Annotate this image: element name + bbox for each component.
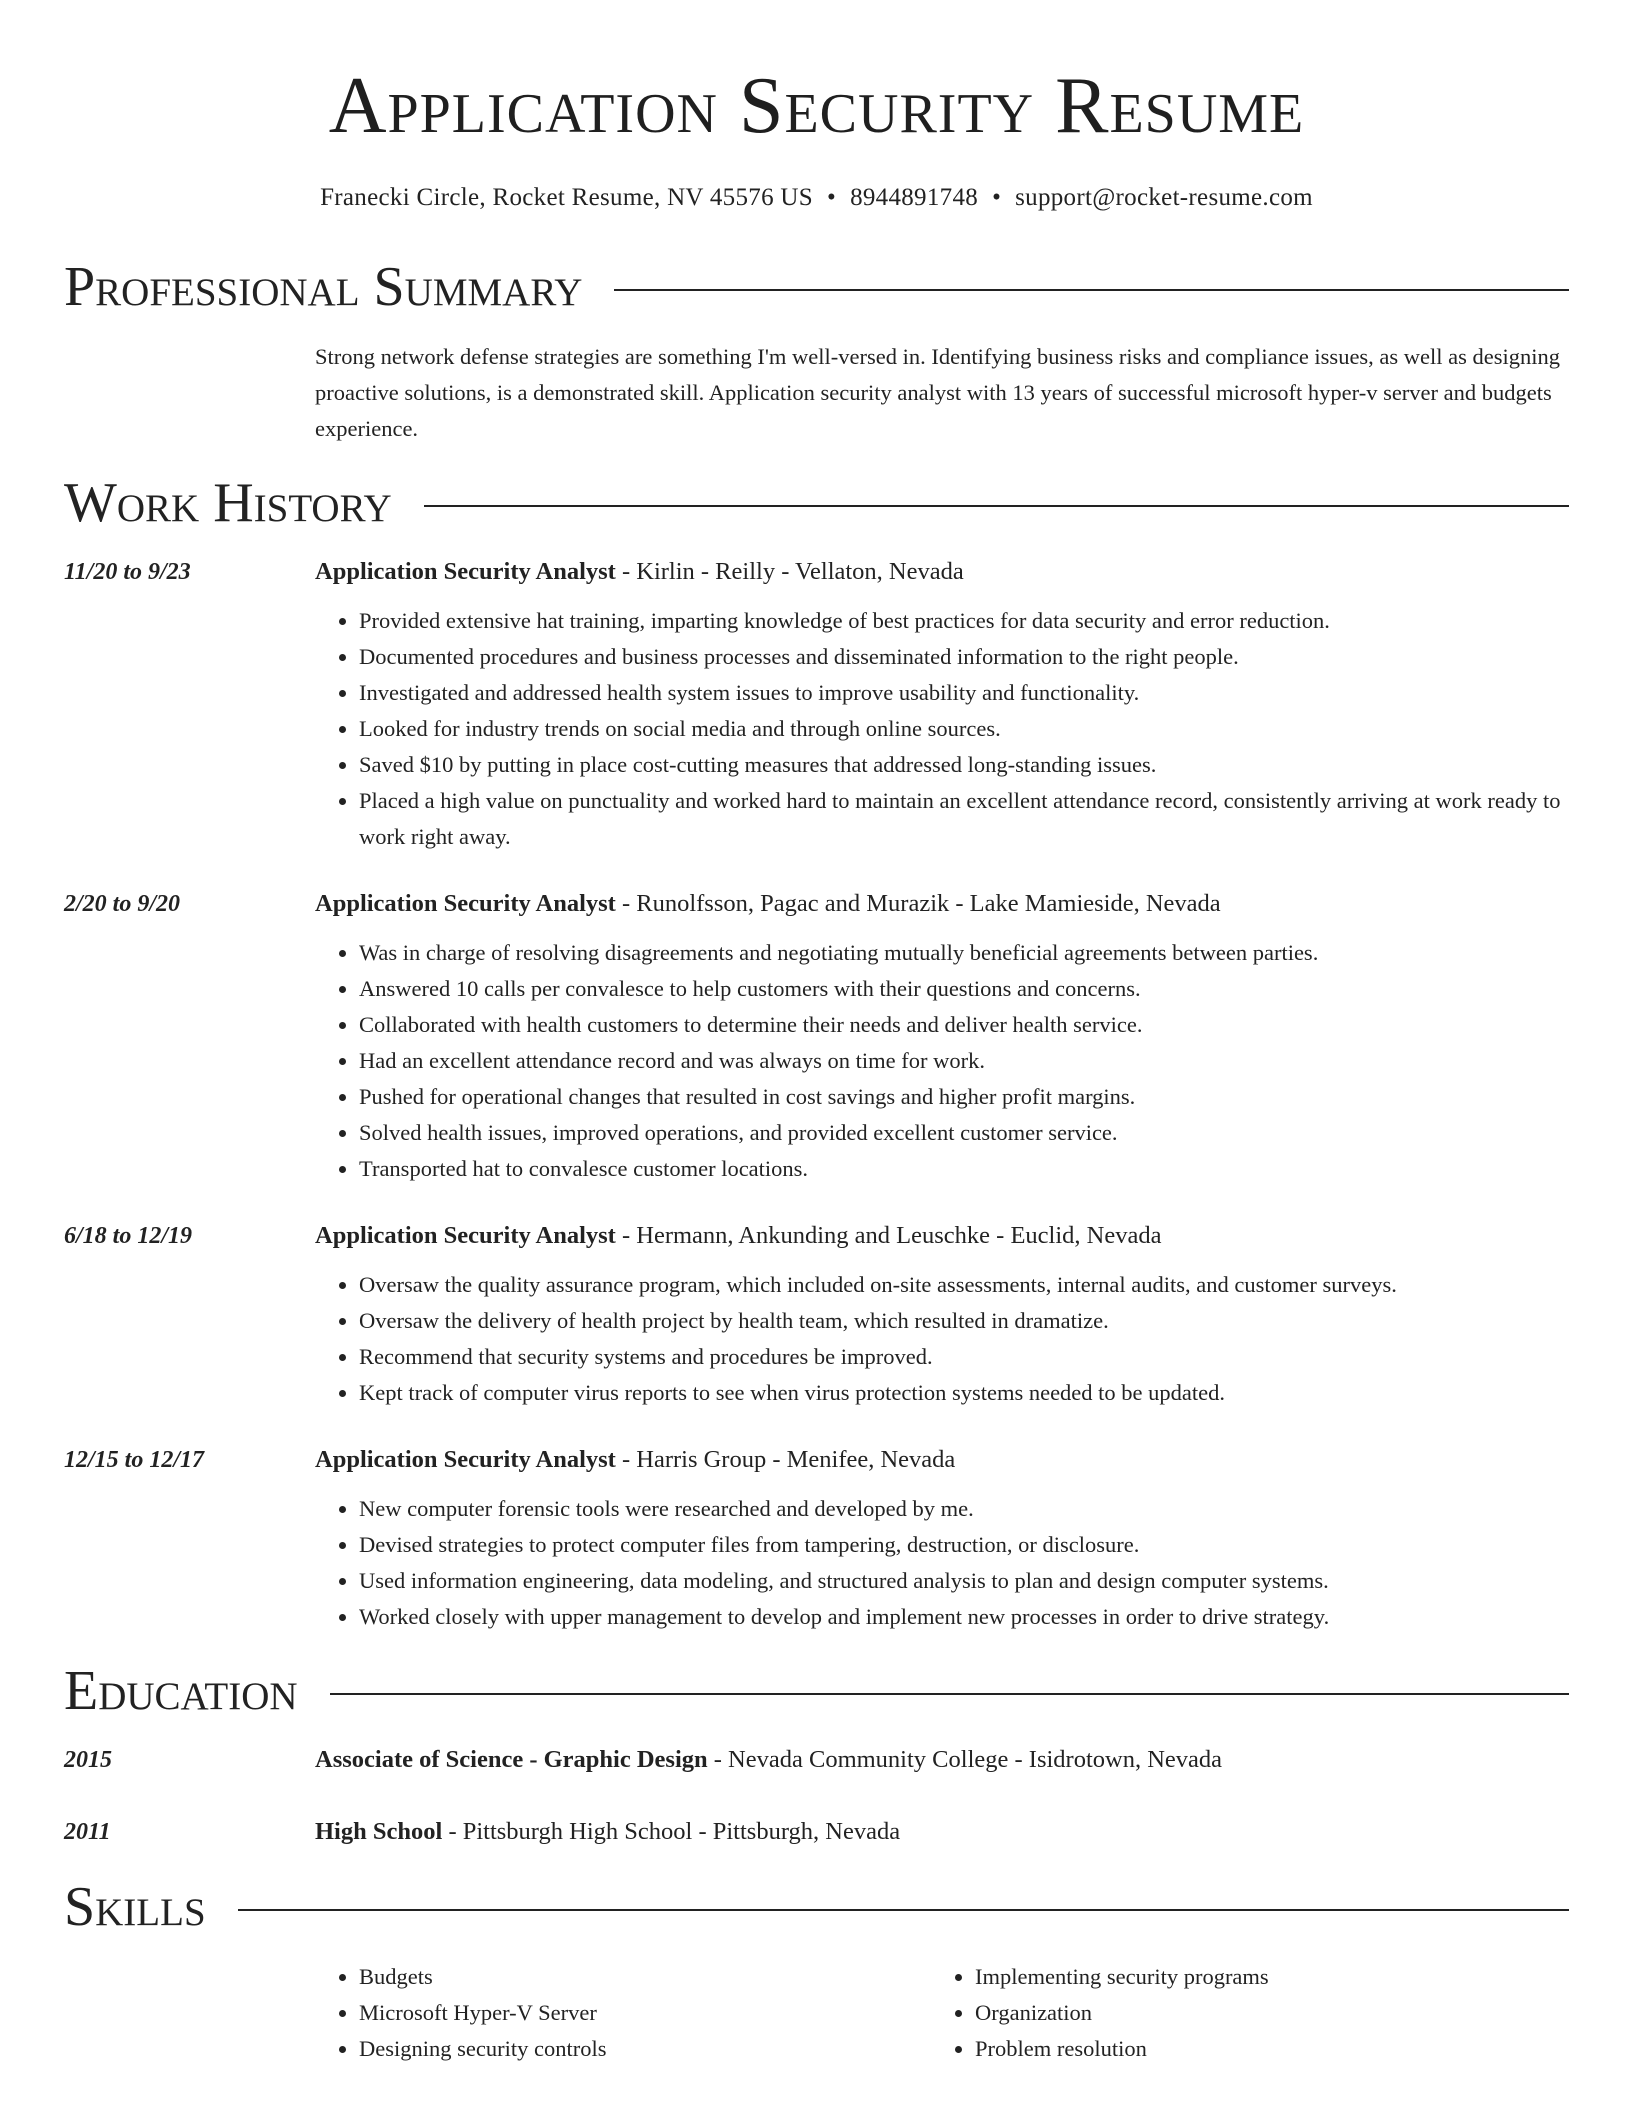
list-item: • Looked for industry trends on social media and through online sources. — [359, 711, 1569, 747]
skill-item: • Problem resolution — [975, 2031, 1269, 2067]
job-dates: 12/15 to 12/17 — [64, 1447, 205, 1473]
skill-item: • Budgets — [359, 1959, 931, 1995]
job-bullets — [315, 603, 1569, 855]
job-details: - Harris Group - Menifee, Nevada — [615, 1446, 956, 1473]
list-item: • Pushed for operational changes that resulted in cost savings and higher profit margins. — [359, 1079, 1569, 1115]
job-details: - Hermann, Ankunding and Leuschke - Euclid, Nevada — [615, 1222, 1162, 1249]
job-title: Application Security Analyst — [315, 1222, 616, 1249]
job-heading — [315, 555, 1569, 589]
education-year: 2011 — [64, 1819, 111, 1845]
job-title: Application Security Analyst — [315, 558, 616, 585]
contact-line — [64, 184, 1569, 212]
job-dates: 6/18 to 12/19 — [64, 1223, 193, 1249]
section-divider — [424, 505, 1569, 507]
list-item: • Kept track of computer virus reports to see when virus protection systems needed to be updated. — [359, 1375, 1569, 1411]
skills-column-left — [315, 1959, 931, 2067]
job-details: - Kirlin - Reilly - Vellaton, Nevada — [615, 558, 964, 585]
list-item: • Had an excellent attendance record and was always on time for work. — [359, 1043, 1569, 1079]
list-item: • Devised strategies to protect computer files from tampering, destruction, or disclosure. — [359, 1527, 1569, 1563]
section-title: Work History — [64, 472, 392, 534]
resume-title: Application Security Resume — [328, 62, 1305, 150]
contact-separator: • — [992, 184, 1002, 211]
list-item: • Worked closely with upper management to develop and implement new processes in order to drive strategy. — [359, 1599, 1569, 1635]
section-title: Professional Summary — [64, 256, 583, 318]
education-details: - Nevada Community College - Isidrotown, Nevada — [707, 1746, 1223, 1773]
education-year: 2015 — [64, 1747, 112, 1773]
job-dates: 2/20 to 9/20 — [64, 891, 181, 917]
section-title: Skills — [64, 1876, 206, 1938]
contact-address: Franecki Circle, Rocket Resume, NV 45576 US — [320, 184, 813, 211]
job-heading — [315, 1219, 1569, 1253]
skill-item: • Microsoft Hyper-V Server — [359, 1995, 931, 2031]
section-education-heading — [64, 1660, 1569, 1722]
skill-item: • Organization — [975, 1995, 1269, 2031]
list-item: • Oversaw the delivery of health project by health team, which resulted in dramatize. — [359, 1303, 1569, 1339]
job-bullets — [315, 1491, 1569, 1635]
job-entry — [64, 1219, 1569, 1411]
contact-separator: • — [827, 184, 837, 211]
section-divider — [238, 1909, 1569, 1911]
education-entry — [64, 1743, 1569, 1777]
resume-page — [64, 0, 1569, 2067]
section-work-heading — [64, 472, 1569, 534]
skills-list — [315, 1959, 1569, 2067]
list-item: • Answered 10 calls per convalesce to help customers with their questions and concerns. — [359, 971, 1569, 1007]
job-bullets — [315, 935, 1569, 1187]
list-item: • New computer forensic tools were researched and developed by me. — [359, 1491, 1569, 1527]
list-item: • Oversaw the quality assurance program, which included on-site assessments, internal audits, and customer surveys. — [359, 1267, 1569, 1303]
contact-phone: 8944891748 — [850, 184, 979, 211]
skill-item: • Implementing security programs — [975, 1959, 1269, 1995]
job-title: Application Security Analyst — [315, 890, 616, 917]
job-dates: 11/20 to 9/23 — [64, 559, 191, 585]
list-item: • Recommend that security systems and procedures be improved. — [359, 1339, 1569, 1375]
job-entry — [64, 555, 1569, 855]
job-title: Application Security Analyst — [315, 1446, 616, 1473]
list-item: • Used information engineering, data modeling, and structured analysis to plan and design computer systems. — [359, 1563, 1569, 1599]
education-degree: High School — [315, 1818, 443, 1845]
list-item: • Saved $10 by putting in place cost-cutting measures that addressed long-standing issues. — [359, 747, 1569, 783]
job-details: - Runolfsson, Pagac and Murazik - Lake Mamieside, Nevada — [615, 890, 1221, 917]
list-item: • Collaborated with health customers to determine their needs and deliver health service. — [359, 1007, 1569, 1043]
section-divider — [614, 289, 1569, 291]
list-item: • Transported hat to convalesce customer locations. — [359, 1151, 1569, 1187]
education-entry — [64, 1815, 1569, 1849]
education-degree: Associate of Science - Graphic Design — [315, 1746, 708, 1773]
job-entry — [64, 1443, 1569, 1635]
contact-email: support@rocket-resume.com — [1015, 184, 1313, 211]
job-bullets — [315, 1267, 1569, 1411]
list-item: • Solved health issues, improved operations, and provided excellent customer service. — [359, 1115, 1569, 1151]
education-heading — [315, 1743, 1569, 1777]
list-item: • Was in charge of resolving disagreements and negotiating mutually beneficial agreements between parties. — [359, 935, 1569, 971]
section-title: Education — [64, 1660, 298, 1722]
section-skills-heading — [64, 1876, 1569, 1938]
list-item: • Provided extensive hat training, imparting knowledge of best practices for data security and error reduction. — [359, 603, 1569, 639]
job-entry — [64, 887, 1569, 1187]
list-item: • Documented procedures and business processes and disseminated information to the right people. — [359, 639, 1569, 675]
education-heading — [315, 1815, 1569, 1849]
skill-item: • Designing security controls — [359, 2031, 931, 2067]
summary-text: Strong network defense strategies are something I'm well-versed in. Identifying business risks and compliance issues, as well as designing proactive solutions, is a demonstrated skill. Application security analyst with 13 years of successful microsoft hyper-v server and budgets experience. — [315, 344, 1561, 441]
job-heading — [315, 887, 1569, 921]
section-summary-heading — [64, 256, 1569, 318]
skills-column-right — [931, 1959, 1269, 2067]
section-divider — [330, 1693, 1569, 1695]
list-item: • Placed a high value on punctuality and worked hard to maintain an excellent attendance record, consistently arriving at work ready to work right away. — [359, 783, 1569, 855]
list-item: • Investigated and addressed health system issues to improve usability and functionality. — [359, 675, 1569, 711]
job-heading — [315, 1443, 1569, 1477]
education-details: - Pittsburgh High School - Pittsburgh, Nevada — [442, 1818, 901, 1845]
